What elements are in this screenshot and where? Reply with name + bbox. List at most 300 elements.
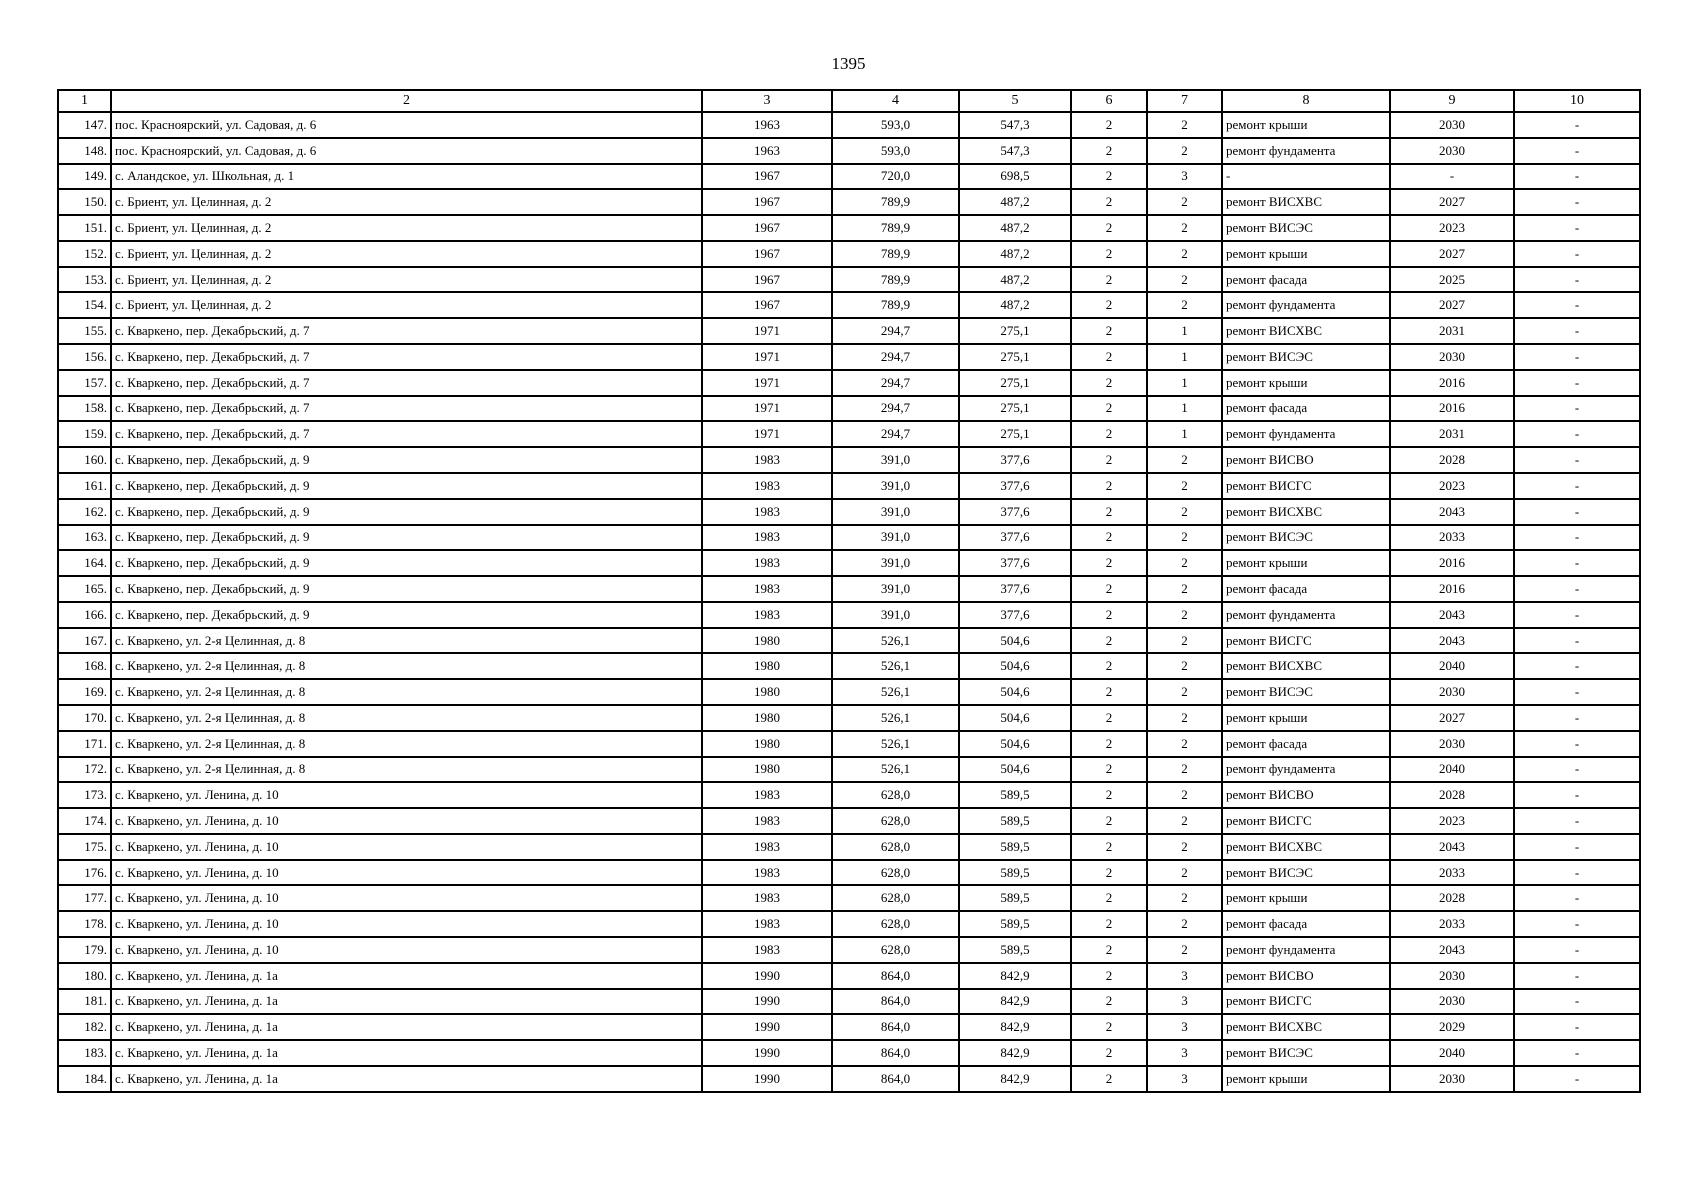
row-number-cell: 150. xyxy=(58,189,111,215)
plan-year-cell: 2016 xyxy=(1390,370,1514,396)
total-area-cell: 526,1 xyxy=(832,653,959,679)
table-row xyxy=(58,757,1640,783)
row-number-cell: 149. xyxy=(58,164,111,190)
address-cell: пос. Красноярский, ул. Садовая, д. 6 xyxy=(111,112,702,138)
col10-cell: - xyxy=(1514,576,1640,602)
work-type-cell: ремонт ВИСЭС xyxy=(1222,344,1390,370)
total-area-cell: 720,0 xyxy=(832,164,959,190)
col6-cell: 2 xyxy=(1071,653,1147,679)
col7-cell: 3 xyxy=(1147,989,1222,1015)
year-cell: 1980 xyxy=(702,757,832,783)
work-type-cell: ремонт ВИСВО xyxy=(1222,963,1390,989)
plan-year-cell: 2025 xyxy=(1390,267,1514,293)
living-area-cell: 377,6 xyxy=(959,499,1071,525)
col7-cell: 3 xyxy=(1147,1066,1222,1092)
address-cell: с. Кваркено, ул. Ленина, д. 1а xyxy=(111,963,702,989)
plan-year-cell: 2027 xyxy=(1390,241,1514,267)
total-area-cell: 789,9 xyxy=(832,241,959,267)
col10-cell: - xyxy=(1514,705,1640,731)
col10-cell: - xyxy=(1514,885,1640,911)
living-area-cell: 842,9 xyxy=(959,1066,1071,1092)
col7-cell: 2 xyxy=(1147,189,1222,215)
work-type-cell: ремонт крыши xyxy=(1222,112,1390,138)
total-area-cell: 628,0 xyxy=(832,937,959,963)
table-row xyxy=(58,215,1640,241)
col7-cell: 2 xyxy=(1147,757,1222,783)
col7-cell: 2 xyxy=(1147,241,1222,267)
col10-cell: - xyxy=(1514,189,1640,215)
plan-year-cell: 2030 xyxy=(1390,731,1514,757)
plan-year-cell: 2023 xyxy=(1390,215,1514,241)
col10-cell: - xyxy=(1514,1066,1640,1092)
table-row xyxy=(58,628,1640,654)
row-number-cell: 153. xyxy=(58,267,111,293)
total-area-cell: 391,0 xyxy=(832,499,959,525)
living-area-cell: 377,6 xyxy=(959,602,1071,628)
total-area-cell: 789,9 xyxy=(832,189,959,215)
total-area-cell: 294,7 xyxy=(832,421,959,447)
plan-year-cell: 2030 xyxy=(1390,112,1514,138)
col7-cell: 2 xyxy=(1147,885,1222,911)
year-cell: 1983 xyxy=(702,937,832,963)
column-header: 3 xyxy=(702,90,832,112)
col6-cell: 2 xyxy=(1071,705,1147,731)
year-cell: 1983 xyxy=(702,911,832,937)
total-area-cell: 391,0 xyxy=(832,447,959,473)
work-type-cell: ремонт ВИСВО xyxy=(1222,782,1390,808)
col7-cell: 2 xyxy=(1147,705,1222,731)
col6-cell: 2 xyxy=(1071,318,1147,344)
work-type-cell: ремонт фундамента xyxy=(1222,602,1390,628)
work-type-cell: ремонт крыши xyxy=(1222,885,1390,911)
col7-cell: 1 xyxy=(1147,318,1222,344)
work-type-cell: ремонт ВИСЭС xyxy=(1222,525,1390,551)
col6-cell: 2 xyxy=(1071,1066,1147,1092)
table-row xyxy=(58,834,1640,860)
col6-cell: 2 xyxy=(1071,679,1147,705)
plan-year-cell: 2033 xyxy=(1390,911,1514,937)
col6-cell: 2 xyxy=(1071,370,1147,396)
row-number-cell: 148. xyxy=(58,138,111,164)
address-cell: с. Бриент, ул. Целинная, д. 2 xyxy=(111,215,702,241)
plan-year-cell: 2043 xyxy=(1390,602,1514,628)
year-cell: 1971 xyxy=(702,318,832,344)
living-area-cell: 275,1 xyxy=(959,370,1071,396)
row-number-cell: 183. xyxy=(58,1040,111,1066)
living-area-cell: 589,5 xyxy=(959,834,1071,860)
col6-cell: 2 xyxy=(1071,937,1147,963)
work-type-cell: ремонт фасада xyxy=(1222,731,1390,757)
row-number-cell: 168. xyxy=(58,653,111,679)
plan-year-cell: 2023 xyxy=(1390,808,1514,834)
row-number-cell: 169. xyxy=(58,679,111,705)
col6-cell: 2 xyxy=(1071,164,1147,190)
col7-cell: 2 xyxy=(1147,215,1222,241)
address-cell: с. Кваркено, пер. Декабрьский, д. 9 xyxy=(111,473,702,499)
table-row xyxy=(58,447,1640,473)
col6-cell: 2 xyxy=(1071,885,1147,911)
column-header: 2 xyxy=(111,90,702,112)
col7-cell: 2 xyxy=(1147,267,1222,293)
col6-cell: 2 xyxy=(1071,860,1147,886)
col7-cell: 2 xyxy=(1147,602,1222,628)
row-number-cell: 158. xyxy=(58,396,111,422)
table-row xyxy=(58,396,1640,422)
col7-cell: 2 xyxy=(1147,112,1222,138)
living-area-cell: 589,5 xyxy=(959,782,1071,808)
row-number-cell: 160. xyxy=(58,447,111,473)
table-row xyxy=(58,808,1640,834)
year-cell: 1967 xyxy=(702,267,832,293)
column-header: 8 xyxy=(1222,90,1390,112)
col6-cell: 2 xyxy=(1071,525,1147,551)
work-type-cell: ремонт ВИСХВС xyxy=(1222,834,1390,860)
work-type-cell: ремонт фундамента xyxy=(1222,138,1390,164)
address-cell: с. Кваркено, ул. Ленина, д. 10 xyxy=(111,834,702,860)
table-row xyxy=(58,989,1640,1015)
table-row xyxy=(58,1014,1640,1040)
living-area-cell: 504,6 xyxy=(959,628,1071,654)
work-type-cell: ремонт ВИСЭС xyxy=(1222,679,1390,705)
plan-year-cell: 2043 xyxy=(1390,937,1514,963)
living-area-cell: 504,6 xyxy=(959,653,1071,679)
row-number-cell: 163. xyxy=(58,525,111,551)
row-number-cell: 177. xyxy=(58,885,111,911)
living-area-cell: 487,2 xyxy=(959,189,1071,215)
col7-cell: 3 xyxy=(1147,1040,1222,1066)
row-number-cell: 157. xyxy=(58,370,111,396)
col10-cell: - xyxy=(1514,550,1640,576)
year-cell: 1990 xyxy=(702,1040,832,1066)
plan-year-cell: 2030 xyxy=(1390,989,1514,1015)
address-cell: с. Бриент, ул. Целинная, д. 2 xyxy=(111,241,702,267)
address-cell: с. Кваркено, ул. 2-я Целинная, д. 8 xyxy=(111,757,702,783)
year-cell: 1990 xyxy=(702,1014,832,1040)
col10-cell: - xyxy=(1514,1040,1640,1066)
living-area-cell: 504,6 xyxy=(959,679,1071,705)
address-cell: с. Кваркено, пер. Декабрьский, д. 9 xyxy=(111,602,702,628)
col6-cell: 2 xyxy=(1071,628,1147,654)
table-row xyxy=(58,885,1640,911)
address-cell: с. Кваркено, пер. Декабрьский, д. 7 xyxy=(111,370,702,396)
column-header: 6 xyxy=(1071,90,1147,112)
table-row xyxy=(58,1066,1640,1092)
col6-cell: 2 xyxy=(1071,782,1147,808)
work-type-cell: ремонт ВИСХВС xyxy=(1222,653,1390,679)
col10-cell: - xyxy=(1514,628,1640,654)
col10-cell: - xyxy=(1514,782,1640,808)
col7-cell: 2 xyxy=(1147,653,1222,679)
col7-cell: 2 xyxy=(1147,525,1222,551)
col7-cell: 1 xyxy=(1147,396,1222,422)
plan-year-cell: 2040 xyxy=(1390,757,1514,783)
table-row xyxy=(58,112,1640,138)
table-row xyxy=(58,705,1640,731)
col7-cell: 2 xyxy=(1147,808,1222,834)
address-cell: с. Кваркено, ул. Ленина, д. 10 xyxy=(111,808,702,834)
col6-cell: 2 xyxy=(1071,421,1147,447)
address-cell: с. Кваркено, пер. Декабрьский, д. 7 xyxy=(111,421,702,447)
col10-cell: - xyxy=(1514,834,1640,860)
col7-cell: 2 xyxy=(1147,550,1222,576)
year-cell: 1967 xyxy=(702,292,832,318)
living-area-cell: 589,5 xyxy=(959,911,1071,937)
plan-year-cell: 2027 xyxy=(1390,705,1514,731)
col7-cell: 2 xyxy=(1147,860,1222,886)
col7-cell: 2 xyxy=(1147,447,1222,473)
row-number-cell: 156. xyxy=(58,344,111,370)
work-type-cell: ремонт крыши xyxy=(1222,705,1390,731)
plan-year-cell: 2027 xyxy=(1390,292,1514,318)
table-row xyxy=(58,963,1640,989)
living-area-cell: 487,2 xyxy=(959,241,1071,267)
row-number-cell: 176. xyxy=(58,860,111,886)
col7-cell: 2 xyxy=(1147,937,1222,963)
living-area-cell: 377,6 xyxy=(959,473,1071,499)
address-cell: с. Кваркено, ул. Ленина, д. 1а xyxy=(111,1066,702,1092)
col7-cell: 2 xyxy=(1147,138,1222,164)
year-cell: 1963 xyxy=(702,112,832,138)
address-cell: с. Бриент, ул. Целинная, д. 2 xyxy=(111,267,702,293)
row-number-cell: 152. xyxy=(58,241,111,267)
col10-cell: - xyxy=(1514,731,1640,757)
row-number-cell: 167. xyxy=(58,628,111,654)
total-area-cell: 294,7 xyxy=(832,318,959,344)
address-cell: с. Кваркено, пер. Декабрьский, д. 7 xyxy=(111,396,702,422)
work-type-cell: ремонт ВИСГС xyxy=(1222,808,1390,834)
total-area-cell: 526,1 xyxy=(832,705,959,731)
row-number-cell: 172. xyxy=(58,757,111,783)
col6-cell: 2 xyxy=(1071,447,1147,473)
table-row xyxy=(58,860,1640,886)
total-area-cell: 789,9 xyxy=(832,267,959,293)
work-type-cell: ремонт фасада xyxy=(1222,576,1390,602)
living-area-cell: 842,9 xyxy=(959,1014,1071,1040)
col6-cell: 2 xyxy=(1071,499,1147,525)
col6-cell: 2 xyxy=(1071,808,1147,834)
address-cell: с. Кваркено, пер. Декабрьский, д. 9 xyxy=(111,550,702,576)
plan-year-cell: 2016 xyxy=(1390,550,1514,576)
plan-year-cell: 2033 xyxy=(1390,860,1514,886)
living-area-cell: 504,6 xyxy=(959,757,1071,783)
year-cell: 1983 xyxy=(702,447,832,473)
row-number-cell: 182. xyxy=(58,1014,111,1040)
table-row xyxy=(58,189,1640,215)
col6-cell: 2 xyxy=(1071,963,1147,989)
table-row xyxy=(58,550,1640,576)
living-area-cell: 547,3 xyxy=(959,112,1071,138)
total-area-cell: 526,1 xyxy=(832,757,959,783)
table-row xyxy=(58,164,1640,190)
total-area-cell: 628,0 xyxy=(832,860,959,886)
col7-cell: 1 xyxy=(1147,421,1222,447)
total-area-cell: 628,0 xyxy=(832,911,959,937)
col6-cell: 2 xyxy=(1071,473,1147,499)
living-area-cell: 589,5 xyxy=(959,885,1071,911)
total-area-cell: 593,0 xyxy=(832,112,959,138)
col7-cell: 2 xyxy=(1147,782,1222,808)
work-type-cell: ремонт ВИСВО xyxy=(1222,447,1390,473)
table-row xyxy=(58,241,1640,267)
table-row xyxy=(58,782,1640,808)
row-number-cell: 166. xyxy=(58,602,111,628)
total-area-cell: 294,7 xyxy=(832,370,959,396)
total-area-cell: 593,0 xyxy=(832,138,959,164)
work-type-cell: ремонт крыши xyxy=(1222,241,1390,267)
table-row xyxy=(58,421,1640,447)
col10-cell: - xyxy=(1514,679,1640,705)
table-row xyxy=(58,653,1640,679)
row-number-cell: 164. xyxy=(58,550,111,576)
work-type-cell: ремонт ВИСХВС xyxy=(1222,499,1390,525)
address-cell: с. Кваркено, ул. 2-я Целинная, д. 8 xyxy=(111,731,702,757)
year-cell: 1963 xyxy=(702,138,832,164)
year-cell: 1967 xyxy=(702,215,832,241)
year-cell: 1971 xyxy=(702,396,832,422)
col10-cell: - xyxy=(1514,473,1640,499)
plan-year-cell: 2031 xyxy=(1390,318,1514,344)
living-area-cell: 275,1 xyxy=(959,318,1071,344)
plan-year-cell: 2033 xyxy=(1390,525,1514,551)
plan-year-cell: 2028 xyxy=(1390,885,1514,911)
work-type-cell: ремонт фундамента xyxy=(1222,757,1390,783)
plan-year-cell: 2030 xyxy=(1390,679,1514,705)
total-area-cell: 864,0 xyxy=(832,963,959,989)
page-number: 1395 xyxy=(831,54,866,73)
col10-cell: - xyxy=(1514,138,1640,164)
plan-year-cell: 2027 xyxy=(1390,189,1514,215)
living-area-cell: 842,9 xyxy=(959,1040,1071,1066)
year-cell: 1980 xyxy=(702,731,832,757)
address-cell: с. Кваркено, ул. 2-я Целинная, д. 8 xyxy=(111,628,702,654)
column-header: 10 xyxy=(1514,90,1640,112)
total-area-cell: 864,0 xyxy=(832,1066,959,1092)
work-type-cell: - xyxy=(1222,164,1390,190)
total-area-cell: 391,0 xyxy=(832,602,959,628)
living-area-cell: 698,5 xyxy=(959,164,1071,190)
col10-cell: - xyxy=(1514,860,1640,886)
col10-cell: - xyxy=(1514,602,1640,628)
table-row xyxy=(58,937,1640,963)
row-number-cell: 175. xyxy=(58,834,111,860)
row-number-cell: 154. xyxy=(58,292,111,318)
total-area-cell: 628,0 xyxy=(832,834,959,860)
row-number-cell: 178. xyxy=(58,911,111,937)
total-area-cell: 628,0 xyxy=(832,782,959,808)
total-area-cell: 864,0 xyxy=(832,989,959,1015)
col6-cell: 2 xyxy=(1071,241,1147,267)
plan-year-cell: 2040 xyxy=(1390,1040,1514,1066)
living-area-cell: 377,6 xyxy=(959,550,1071,576)
total-area-cell: 391,0 xyxy=(832,525,959,551)
work-type-cell: ремонт фундамента xyxy=(1222,421,1390,447)
address-cell: с. Кваркено, пер. Декабрьский, д. 9 xyxy=(111,525,702,551)
row-number-cell: 181. xyxy=(58,989,111,1015)
col10-cell: - xyxy=(1514,937,1640,963)
year-cell: 1980 xyxy=(702,679,832,705)
col7-cell: 2 xyxy=(1147,731,1222,757)
work-type-cell: ремонт ВИСГС xyxy=(1222,473,1390,499)
row-number-cell: 173. xyxy=(58,782,111,808)
plan-year-cell: 2028 xyxy=(1390,782,1514,808)
col7-cell: 2 xyxy=(1147,473,1222,499)
year-cell: 1971 xyxy=(702,370,832,396)
year-cell: 1983 xyxy=(702,602,832,628)
col6-cell: 2 xyxy=(1071,267,1147,293)
col6-cell: 2 xyxy=(1071,576,1147,602)
table-row xyxy=(58,499,1640,525)
row-number-cell: 155. xyxy=(58,318,111,344)
address-cell: с. Кваркено, ул. Ленина, д. 10 xyxy=(111,885,702,911)
row-number-cell: 162. xyxy=(58,499,111,525)
table-row xyxy=(58,370,1640,396)
col7-cell: 3 xyxy=(1147,164,1222,190)
col10-cell: - xyxy=(1514,396,1640,422)
plan-year-cell: 2043 xyxy=(1390,628,1514,654)
work-type-cell: ремонт фасада xyxy=(1222,396,1390,422)
col6-cell: 2 xyxy=(1071,757,1147,783)
plan-year-cell: 2016 xyxy=(1390,396,1514,422)
plan-year-cell: 2030 xyxy=(1390,1066,1514,1092)
work-type-cell: ремонт фундамента xyxy=(1222,937,1390,963)
col10-cell: - xyxy=(1514,241,1640,267)
row-number-cell: 161. xyxy=(58,473,111,499)
plan-year-cell: 2023 xyxy=(1390,473,1514,499)
year-cell: 1983 xyxy=(702,473,832,499)
year-cell: 1983 xyxy=(702,808,832,834)
col10-cell: - xyxy=(1514,292,1640,318)
living-area-cell: 377,6 xyxy=(959,576,1071,602)
address-cell: с. Кваркено, ул. Ленина, д. 10 xyxy=(111,782,702,808)
total-area-cell: 526,1 xyxy=(832,731,959,757)
work-type-cell: ремонт ВИСГС xyxy=(1222,989,1390,1015)
col10-cell: - xyxy=(1514,989,1640,1015)
table-row xyxy=(58,602,1640,628)
address-cell: с. Кваркено, ул. Ленина, д. 1а xyxy=(111,1040,702,1066)
total-area-cell: 789,9 xyxy=(832,292,959,318)
table-row xyxy=(58,911,1640,937)
work-type-cell: ремонт ВИСЭС xyxy=(1222,1040,1390,1066)
row-number-cell: 165. xyxy=(58,576,111,602)
col6-cell: 2 xyxy=(1071,138,1147,164)
total-area-cell: 526,1 xyxy=(832,628,959,654)
year-cell: 1967 xyxy=(702,189,832,215)
table-row xyxy=(58,731,1640,757)
col7-cell: 2 xyxy=(1147,834,1222,860)
address-cell: с. Кваркено, ул. Ленина, д. 10 xyxy=(111,911,702,937)
col10-cell: - xyxy=(1514,808,1640,834)
work-type-cell: ремонт фасада xyxy=(1222,911,1390,937)
plan-year-cell: 2043 xyxy=(1390,499,1514,525)
address-cell: с. Кваркено, пер. Декабрьский, д. 9 xyxy=(111,576,702,602)
address-cell: с. Аландское, ул. Школьная, д. 1 xyxy=(111,164,702,190)
col10-cell: - xyxy=(1514,757,1640,783)
plan-year-cell: 2029 xyxy=(1390,1014,1514,1040)
work-type-cell: ремонт ВИСЭС xyxy=(1222,215,1390,241)
table-row xyxy=(58,679,1640,705)
col10-cell: - xyxy=(1514,653,1640,679)
col7-cell: 3 xyxy=(1147,963,1222,989)
total-area-cell: 628,0 xyxy=(832,808,959,834)
column-header: 5 xyxy=(959,90,1071,112)
col6-cell: 2 xyxy=(1071,112,1147,138)
table-row xyxy=(58,576,1640,602)
row-number-cell: 184. xyxy=(58,1066,111,1092)
row-number-cell: 179. xyxy=(58,937,111,963)
total-area-cell: 864,0 xyxy=(832,1014,959,1040)
col6-cell: 2 xyxy=(1071,292,1147,318)
plan-year-cell: 2028 xyxy=(1390,447,1514,473)
